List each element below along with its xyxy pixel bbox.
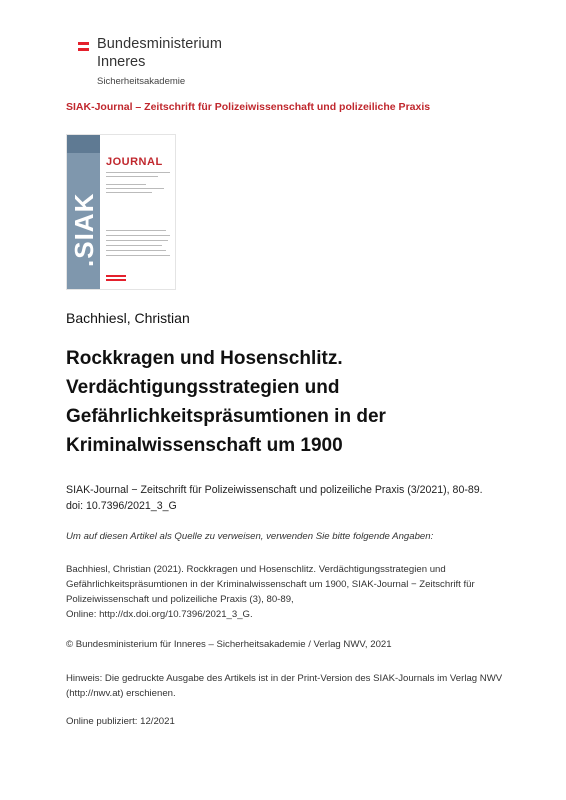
print-notice-line: (http://nwv.at) erschienen. <box>66 688 176 699</box>
reference-block <box>66 562 475 622</box>
article-title-line: Gefährlichkeitspräsumtionen in der <box>66 406 386 427</box>
reference-line: Bachhiesl, Christian (2021). Rockkragen und Hosenschlitz. Verdächtigungsstrategien und <box>66 564 446 575</box>
reference-line: Polizeiwissenschaft und polizeiliche Praxis (3), 80-89, <box>66 594 294 605</box>
cover-ministry-logo-icon <box>106 275 126 281</box>
article-title-line: Verdächtigungsstrategien und <box>66 377 340 398</box>
article-title <box>66 344 506 460</box>
cover-text-line <box>106 192 152 193</box>
reference-line: Gefährlichkeitspräsumtionen in der Kriminalwissenschaft um 1900, SIAK-Journal − Zeitschrift für <box>66 579 475 590</box>
cover-text-line <box>106 188 164 189</box>
cover-siak-label: .SIAK <box>69 192 99 267</box>
reference-online-link[interactable]: Online: http://dx.doi.org/10.7396/2021_3_G. <box>66 609 253 620</box>
austrian-flag-icon <box>78 42 89 51</box>
cover-text-line <box>106 250 166 251</box>
article-title-line: Kriminalwissenschaft um 1900 <box>66 435 343 456</box>
cover-text-line <box>106 172 170 173</box>
journal-name: SIAK-Journal – Zeitschrift für Polizeiwissenschaft und polizeiliche Praxis <box>66 101 431 113</box>
article-author: Bachhiesl, Christian <box>66 310 190 326</box>
citation-source: SIAK-Journal − Zeitschrift für Polizeiwissenschaft und polizeiliche Praxis (3/2021), 80-89. <box>66 484 483 496</box>
cover-text-line <box>106 235 170 236</box>
online-published: Online publiziert: 12/2021 <box>66 716 175 727</box>
citation-instruction: Um auf diesen Artikel als Quelle zu verweisen, verwenden Sie bitte folgende Angaben: <box>66 531 434 542</box>
print-notice-line: Hinweis: Die gedruckte Ausgabe des Artikels ist in der Print-Version des SIAK-Journals im Verlag NWV <box>66 673 503 684</box>
cover-text-line <box>106 230 166 231</box>
citation <box>66 482 483 514</box>
cover-text-line <box>106 245 162 246</box>
article-title-line: Rockkragen und Hosenschlitz. <box>66 348 343 369</box>
print-notice <box>66 671 502 701</box>
cover-text-line <box>106 176 158 177</box>
cover-band-top <box>67 135 100 153</box>
ministry-name-line2: Inneres <box>97 54 146 70</box>
cover-text-line <box>106 255 170 256</box>
copyright: © Bundesministerium für Inneres – Sicherheitsakademie / Verlag NWV, 2021 <box>66 639 392 650</box>
ministry-name-line1: Bundesministerium <box>97 36 222 52</box>
academy-name: Sicherheitsakademie <box>97 76 186 87</box>
cover-title: JOURNAL <box>106 156 163 168</box>
journal-cover-image <box>66 134 176 290</box>
cover-text-line <box>106 184 146 185</box>
citation-doi[interactable]: doi: 10.7396/2021_3_G <box>66 500 177 512</box>
cover-text-line <box>106 240 168 241</box>
